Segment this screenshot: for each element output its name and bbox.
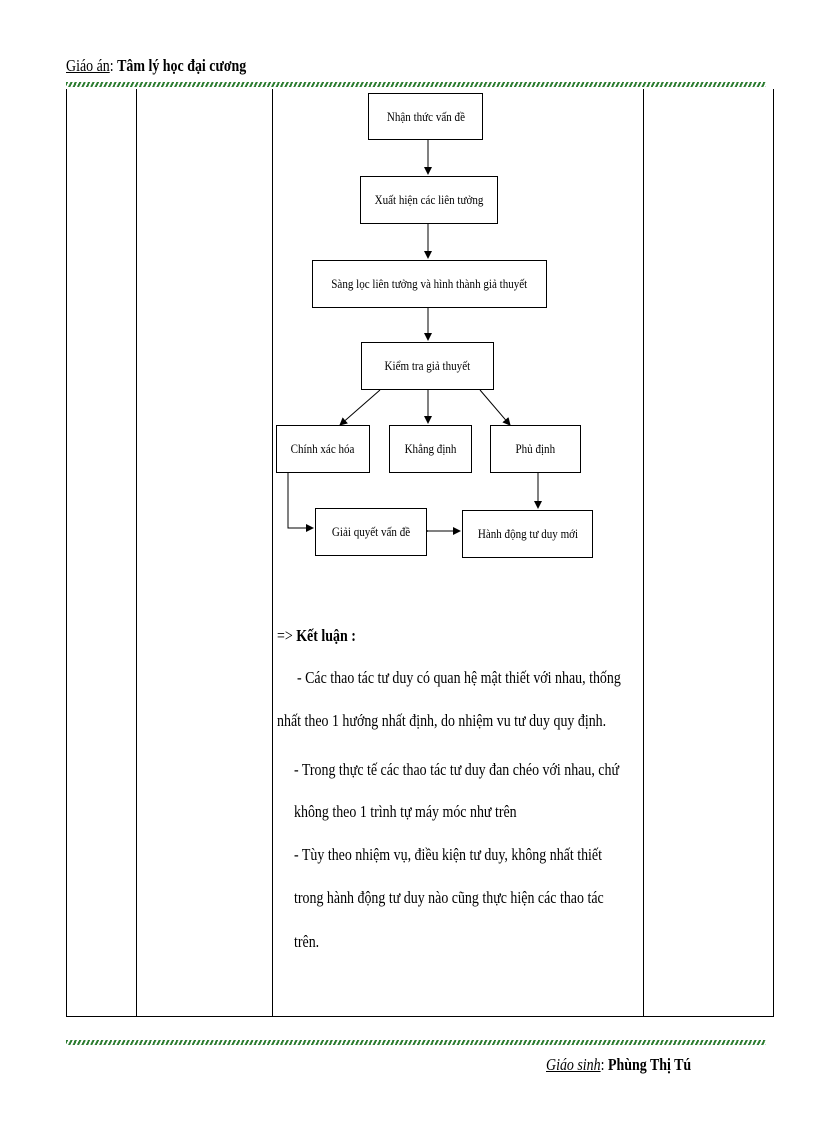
conclusion-line-5: - Tùy theo nhiệm vụ, điều kiện tư duy, không nhất thiết [294,845,602,864]
arrow-n5-n8 [288,473,313,528]
flow-node-kiem-tra: Kiểm tra giả thuyết [361,342,494,390]
flow-node-sang-loc: Sàng lọc liên tưởng và hình thành giả thuyết [312,260,547,308]
page-footer [546,1055,691,1075]
arrow-n4-n5 [340,390,380,425]
conclusion-line-7: trên. [294,932,320,951]
footer-label: Giáo sinh [546,1055,601,1074]
flow-node-khang-dinh: Khẳng định [389,425,472,473]
arrow-n4-n7 [480,390,510,425]
conclusion-line-4: không theo 1 trình tự máy móc như trên [294,802,517,821]
conclusion-line-2: nhất theo 1 hướng nhất định, do nhiệm vu tư duy quy định. [277,711,607,730]
footer-separator: : [600,1055,608,1074]
conclusion-line-1: - Các thao tác tư duy có quan hệ mật thiết với nhau, thống [297,668,621,687]
flow-node-nhan-thuc: Nhận thức vấn đề [368,93,483,140]
flow-node-hanh-dong: Hành động tư duy mới [462,510,593,558]
footer-name: Phùng Thị Tú [607,1055,692,1074]
flow-node-giai-quyet: Giải quyết vấn đề [315,508,427,556]
header-separator: : [109,56,118,75]
flow-node-phu-dinh: Phủ định [490,425,581,473]
flow-node-lien-tuong: Xuất hiện các liên tưởng [360,176,498,224]
bottom-decorative-rule [66,1040,766,1045]
header-title: Tâm lý học đại cương [117,56,247,75]
conclusion-heading: => Kết luận : [277,626,356,645]
conclusion-line-3: - Trong thực tế các thao tác tư duy đan chéo với nhau, chứ [294,760,620,779]
flow-node-chinh-xac-hoa: Chính xác hóa [276,425,370,473]
conclusion-line-6: trong hành động tư duy nào cũng thực hiện các thao tác [294,888,604,907]
header-label: Giáo án [66,56,110,75]
